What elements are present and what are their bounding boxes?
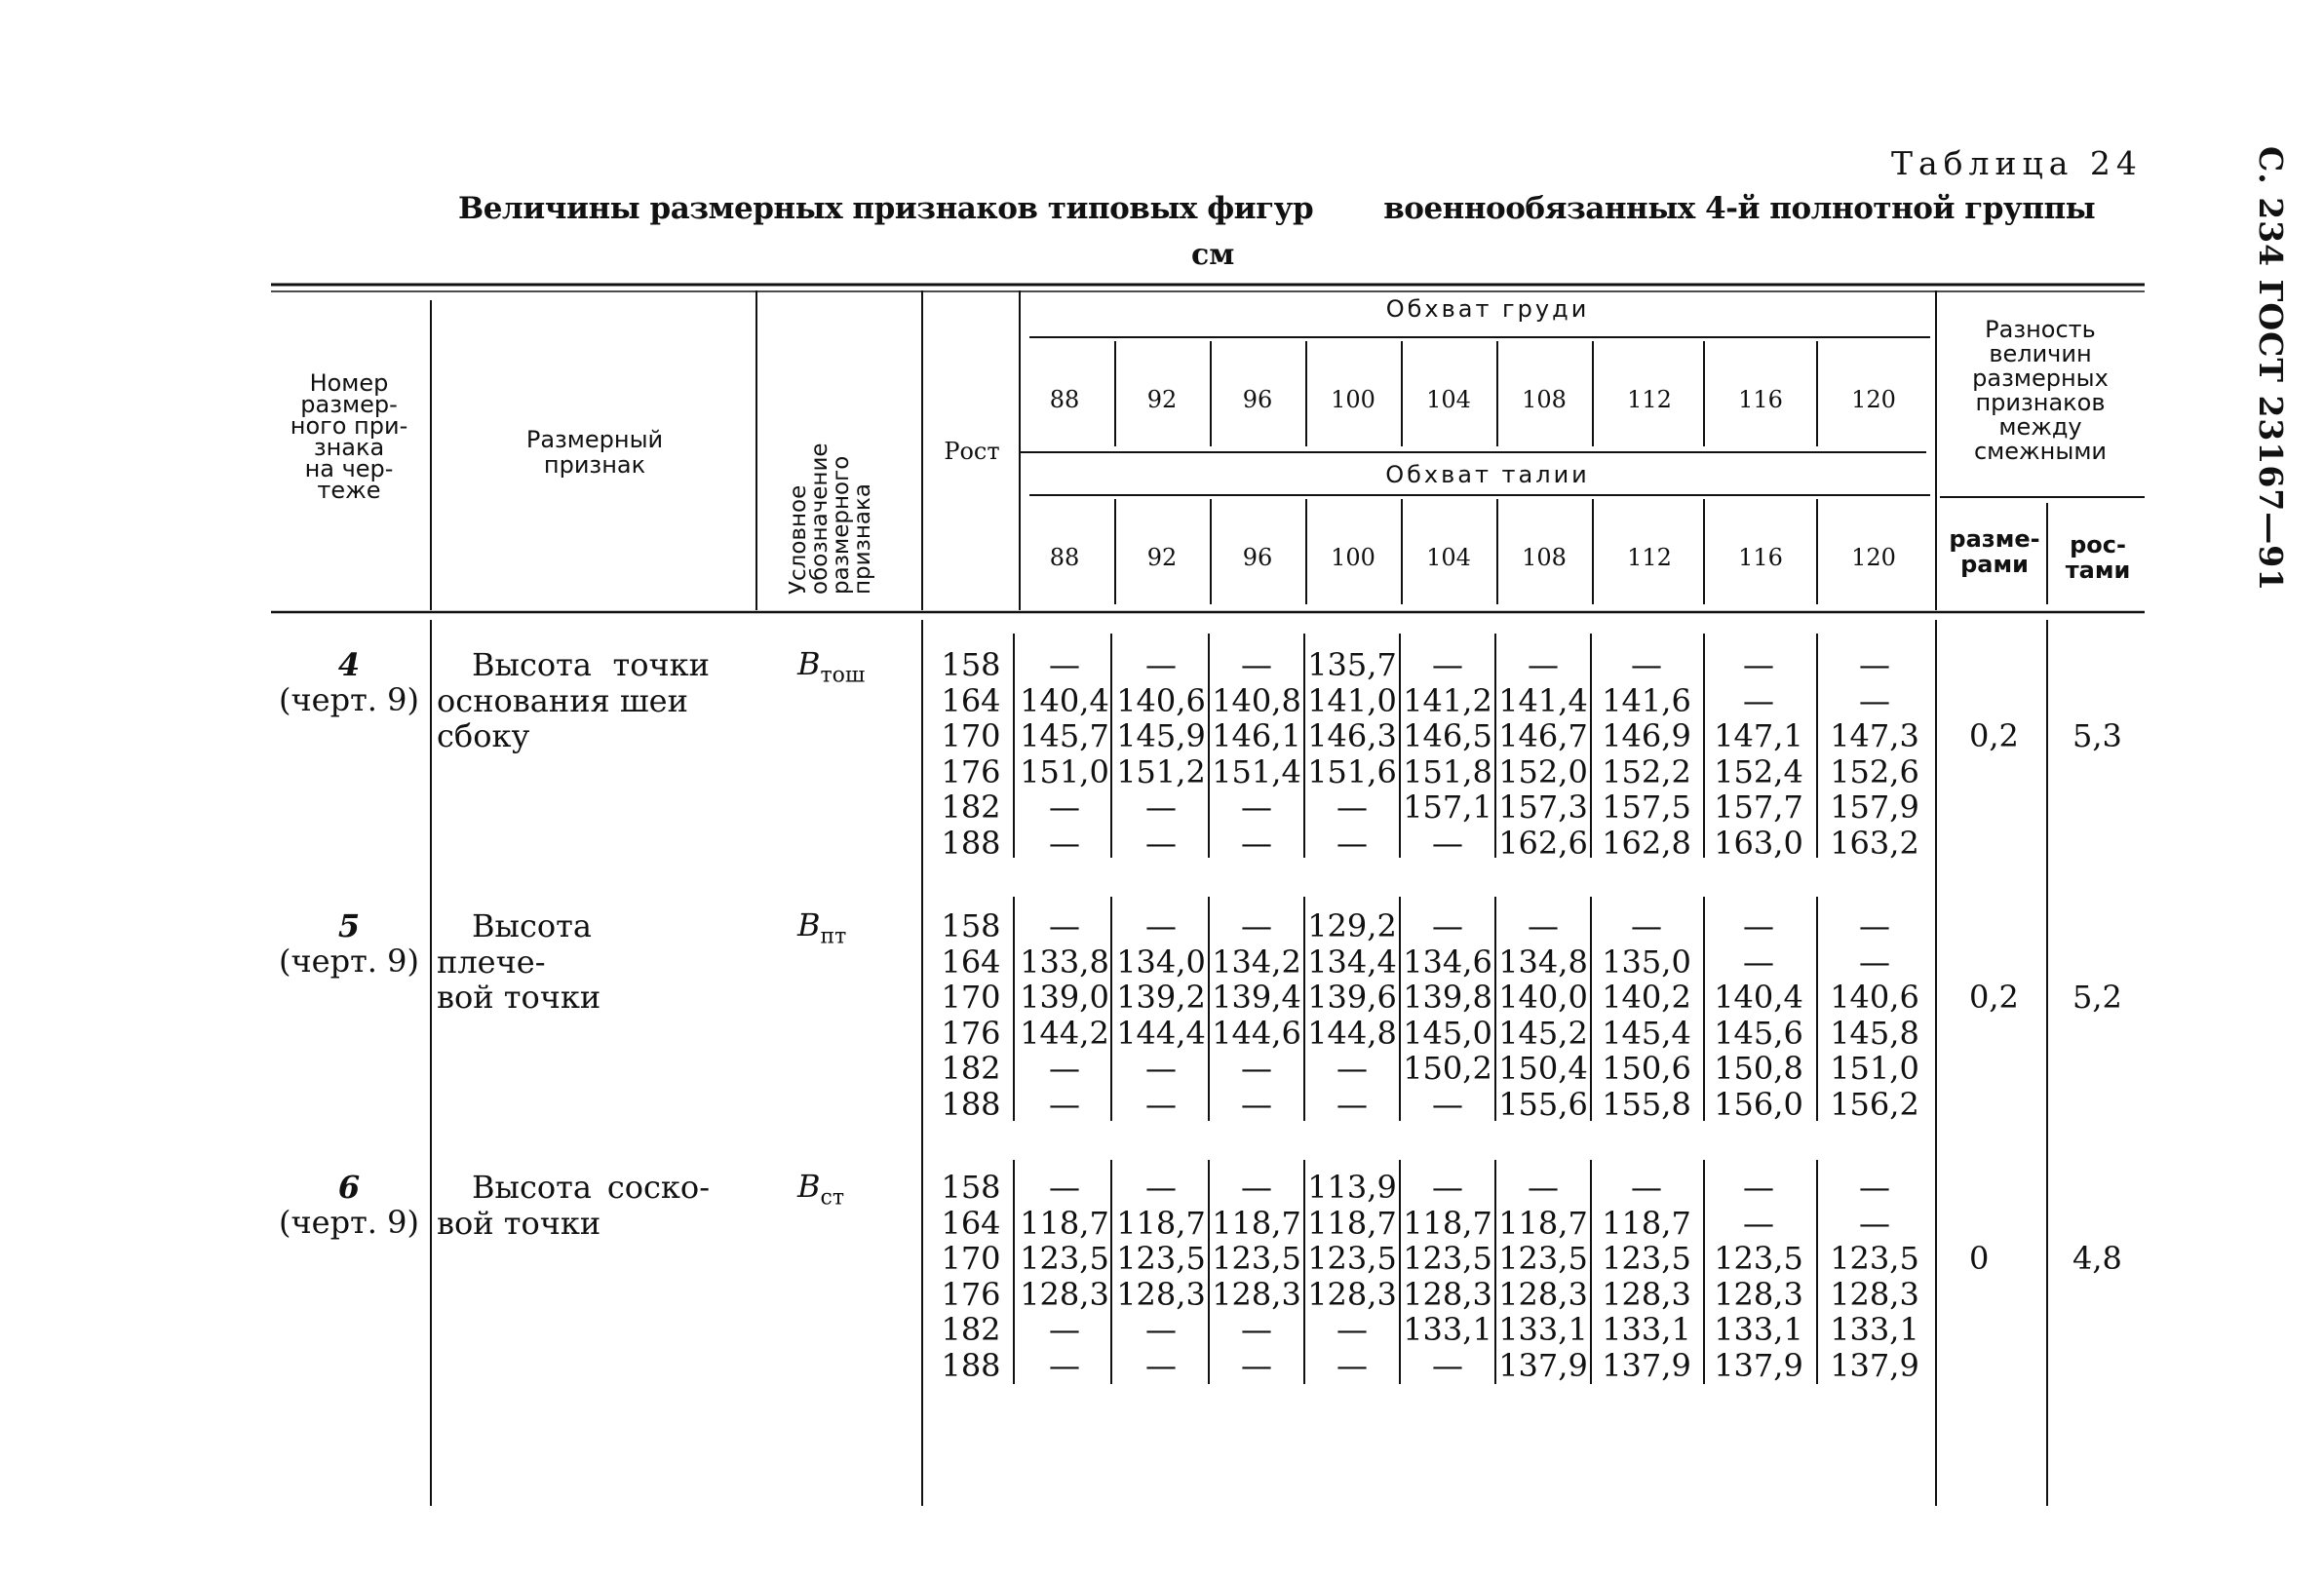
header-diff-line: между (1998, 413, 2082, 441)
header-number-line: теже (317, 477, 381, 504)
header-diff-line: размерных (1972, 365, 2109, 392)
header-symbol-line: признака (850, 483, 875, 595)
waist-value: 112 (1627, 544, 1672, 571)
value-cell: 163,2 (1830, 824, 1919, 862)
value-cell: 139,2 (1116, 979, 1206, 1016)
value-cell: 135,0 (1602, 943, 1691, 981)
value-cell: 139,6 (1307, 979, 1397, 1016)
header-feature-column (441, 427, 749, 478)
value-cell: 118,7 (1602, 1204, 1691, 1242)
value-cell: 128,3 (1403, 1275, 1492, 1313)
value-cell: 146,5 (1403, 717, 1492, 754)
feature-name-line: основания шеи (437, 681, 688, 719)
value-cell: — (1145, 907, 1177, 944)
header-number-line: размер- (300, 391, 398, 418)
value-cell: — (1241, 1346, 1272, 1384)
value-cell: 123,5 (1714, 1240, 1803, 1277)
diff-heights-value: 4,8 (2072, 1240, 2122, 1277)
value-cell: 146,3 (1307, 717, 1397, 754)
value-cell: 118,7 (1116, 1204, 1206, 1242)
value-cell: 137,9 (1830, 1346, 1919, 1384)
value-cell: 141,0 (1307, 681, 1397, 719)
header-number-line: ного при- (290, 412, 408, 440)
value-column (1817, 647, 1932, 861)
value-cell: — (1049, 1346, 1080, 1384)
value-cell: — (1432, 646, 1463, 683)
height-value: 170 (941, 1240, 1001, 1277)
value-cell: 139,8 (1403, 979, 1492, 1016)
value-cell: — (1859, 907, 1890, 944)
feature-name-line: вой точки (437, 1204, 601, 1242)
waist-value: 108 (1522, 544, 1567, 571)
value-cell: — (1145, 1085, 1177, 1123)
header-diff-line: признаков (1975, 389, 2106, 416)
value-cell: 113,9 (1307, 1169, 1397, 1206)
value-cell: — (1241, 1085, 1272, 1123)
table-label: Таблица 24 (1891, 144, 2143, 182)
value-cell: 128,3 (1212, 1275, 1301, 1313)
value-cell: 145,6 (1714, 1014, 1803, 1052)
value-cell: 140,6 (1116, 681, 1206, 719)
value-cell: 157,7 (1714, 789, 1803, 826)
height-value: 176 (941, 752, 1001, 790)
value-cell: 152,2 (1602, 752, 1691, 790)
header-number-column (275, 369, 423, 504)
value-cell: — (1241, 824, 1272, 862)
header-feature-line: признак (543, 451, 646, 479)
feature-name (437, 647, 710, 754)
value-column (1020, 908, 1109, 1122)
waist-value: 120 (1851, 544, 1896, 571)
value-cell: 134,2 (1212, 943, 1301, 981)
header-diff-heights-line: тами (2065, 557, 2131, 584)
chest-value: 104 (1426, 386, 1471, 413)
value-column (1020, 647, 1109, 861)
value-cell: — (1336, 1085, 1368, 1123)
value-cell: 128,3 (1116, 1275, 1206, 1313)
height-value: 188 (941, 824, 1001, 862)
value-cell: — (1743, 1169, 1774, 1206)
value-cell: 155,6 (1498, 1085, 1588, 1123)
value-cell: — (1631, 646, 1662, 683)
feature-name (437, 1170, 710, 1241)
feature-symbol-subscript: тош (820, 663, 866, 688)
value-cell: 123,5 (1020, 1240, 1109, 1277)
chest-value: 108 (1522, 386, 1567, 413)
header-diff-column (1940, 318, 2141, 464)
value-cell: — (1049, 824, 1080, 862)
diff-heights-value: 5,3 (2072, 717, 2122, 754)
value-cell: 128,3 (1602, 1275, 1691, 1313)
header-chest-label: Обхват груди (1385, 295, 1590, 323)
value-column (1593, 647, 1700, 861)
value-cell: 151,0 (1830, 1050, 1919, 1087)
value-cell: — (1859, 646, 1890, 683)
value-cell: 150,4 (1498, 1050, 1588, 1087)
value-cell: 150,6 (1602, 1050, 1691, 1087)
header-diff-heights-line: рос- (2070, 531, 2126, 558)
value-cell: 133,1 (1403, 1311, 1492, 1348)
feature-symbol-subscript: пт (820, 924, 847, 949)
value-cell: 152,6 (1830, 752, 1919, 790)
value-cell: 146,1 (1212, 717, 1301, 754)
value-column (1817, 1170, 1932, 1383)
waist-value: 88 (1049, 544, 1080, 571)
value-cell: — (1859, 943, 1890, 981)
diff-sizes-value: 0,2 (1969, 717, 2019, 754)
value-cell: 141,2 (1403, 681, 1492, 719)
value-column (1211, 908, 1302, 1122)
value-cell: — (1432, 1085, 1463, 1123)
value-cell: — (1145, 789, 1177, 826)
value-cell: 123,5 (1602, 1240, 1691, 1277)
chest-value: 88 (1049, 386, 1080, 413)
value-cell: 162,6 (1498, 824, 1588, 862)
value-cell: 140,8 (1212, 681, 1301, 719)
value-cell: 134,6 (1403, 943, 1492, 981)
value-cell: 140,0 (1498, 979, 1588, 1016)
height-value: 176 (941, 1275, 1001, 1313)
value-column (1817, 908, 1932, 1122)
value-cell: — (1743, 681, 1774, 719)
header-symbol-column (788, 419, 873, 595)
value-column (1306, 1170, 1398, 1383)
value-column (1402, 1170, 1493, 1383)
feature-symbol: $B_{тош}$ (797, 645, 866, 688)
height-value: 176 (941, 1014, 1001, 1052)
value-cell: 145,2 (1498, 1014, 1588, 1052)
value-cell: 162,8 (1602, 824, 1691, 862)
value-cell: 141,6 (1602, 681, 1691, 719)
value-cell: — (1049, 1050, 1080, 1087)
value-cell: — (1049, 907, 1080, 944)
chest-value: 120 (1851, 386, 1896, 413)
value-cell: — (1336, 1311, 1368, 1348)
value-cell: 134,8 (1498, 943, 1588, 981)
value-cell: 133,8 (1020, 943, 1109, 981)
value-cell: 133,1 (1498, 1311, 1588, 1348)
value-cell: — (1631, 1169, 1662, 1206)
feature-number-value: 4 (337, 646, 361, 683)
value-cell: 118,7 (1403, 1204, 1492, 1242)
value-cell: — (1145, 1050, 1177, 1087)
units-label: см (1191, 238, 1235, 272)
value-cell: 133,1 (1714, 1311, 1803, 1348)
height-value: 164 (941, 1204, 1001, 1242)
value-cell: 147,1 (1714, 717, 1803, 754)
feature-number-value: 6 (337, 1169, 361, 1206)
height-value: 182 (941, 1311, 1001, 1348)
header-symbol-line: обозначение (807, 443, 833, 595)
value-cell: — (1432, 1169, 1463, 1206)
chest-value: 100 (1331, 386, 1375, 413)
value-cell: 137,9 (1714, 1346, 1803, 1384)
value-column (1704, 1170, 1813, 1383)
value-cell: 134,0 (1116, 943, 1206, 981)
value-cell: 146,9 (1602, 717, 1691, 754)
height-value: 158 (941, 646, 1001, 683)
value-column (1497, 908, 1589, 1122)
value-cell: 145,7 (1020, 717, 1109, 754)
value-cell: — (1241, 1050, 1272, 1087)
height-value: 170 (941, 979, 1001, 1016)
value-cell: — (1336, 1346, 1368, 1384)
value-cell: 151,2 (1116, 752, 1206, 790)
value-cell: 137,9 (1602, 1346, 1691, 1384)
feature-number (271, 1170, 427, 1240)
title-right: военнообязанных 4-й полнотной группы (1383, 191, 2096, 226)
value-cell: 144,2 (1020, 1014, 1109, 1052)
value-cell: 137,9 (1498, 1346, 1588, 1384)
header-diff-heights (2051, 532, 2145, 583)
value-cell: 118,7 (1307, 1204, 1397, 1242)
value-cell: — (1241, 907, 1272, 944)
value-column (1211, 1170, 1302, 1383)
waist-value: 96 (1242, 544, 1273, 571)
value-column (1020, 1170, 1109, 1383)
value-cell: — (1049, 1085, 1080, 1123)
value-cell: 163,0 (1714, 824, 1803, 862)
value-cell: 140,4 (1020, 681, 1109, 719)
value-cell: — (1145, 1169, 1177, 1206)
value-cell: — (1528, 907, 1559, 944)
value-cell: 128,3 (1714, 1275, 1803, 1313)
page-side-label: С. 234 ГОСТ 23167—91 (2252, 146, 2290, 593)
waist-value: 104 (1426, 544, 1471, 571)
value-cell: 145,4 (1602, 1014, 1691, 1052)
value-cell: — (1528, 646, 1559, 683)
value-cell: 157,5 (1602, 789, 1691, 826)
height-value: 182 (941, 789, 1001, 826)
value-column (1402, 647, 1493, 861)
value-column (1115, 647, 1207, 861)
value-cell: 128,3 (1020, 1275, 1109, 1313)
feature-symbol: $B_{ст}$ (797, 1168, 845, 1211)
value-cell: 133,1 (1602, 1311, 1691, 1348)
value-cell: 151,8 (1403, 752, 1492, 790)
value-cell: — (1336, 824, 1368, 862)
value-column (1497, 1170, 1589, 1383)
value-cell: 123,5 (1498, 1240, 1588, 1277)
value-cell: 128,3 (1498, 1275, 1588, 1313)
value-cell: 151,4 (1212, 752, 1301, 790)
value-cell: 140,6 (1830, 979, 1919, 1016)
value-cell: — (1049, 1169, 1080, 1206)
feature-symbol-subscript: ст (820, 1185, 845, 1211)
feature-number (271, 908, 427, 979)
value-cell: 155,8 (1602, 1085, 1691, 1123)
value-cell: — (1743, 943, 1774, 981)
value-cell: 123,5 (1307, 1240, 1397, 1277)
waist-value: 100 (1331, 544, 1375, 571)
value-cell: — (1859, 1169, 1890, 1206)
value-cell: 152,4 (1714, 752, 1803, 790)
value-cell: — (1049, 1311, 1080, 1348)
value-column (1306, 908, 1398, 1122)
value-cell: 118,7 (1212, 1204, 1301, 1242)
feature-name-line: вой точки (437, 979, 601, 1016)
value-cell: 139,4 (1212, 979, 1301, 1016)
value-cell: — (1432, 1346, 1463, 1384)
feature-number (271, 647, 427, 717)
height-value: 170 (941, 717, 1001, 754)
header-symbol-line: Условное (786, 484, 811, 595)
value-cell: 157,3 (1498, 789, 1588, 826)
value-cell: 134,4 (1307, 943, 1397, 981)
value-cell: — (1145, 1346, 1177, 1384)
header-feature-line: Размерный (525, 426, 664, 453)
chest-value: 96 (1242, 386, 1273, 413)
feature-number-ref: (черт. 9) (279, 943, 419, 980)
header-number-line: Номер (309, 369, 389, 397)
value-cell: — (1528, 1169, 1559, 1206)
value-cell: 151,6 (1307, 752, 1397, 790)
height-value: 164 (941, 943, 1001, 981)
feature-name (437, 908, 710, 1016)
value-cell: 118,7 (1020, 1204, 1109, 1242)
value-column (1115, 1170, 1207, 1383)
height-value: 158 (941, 907, 1001, 944)
value-cell: 133,1 (1830, 1311, 1919, 1348)
feature-name-line: сбоку (437, 717, 530, 754)
value-cell: — (1145, 824, 1177, 862)
diff-sizes-value: 0,2 (1969, 979, 2019, 1016)
value-cell: 152,0 (1498, 752, 1588, 790)
value-cell: — (1241, 789, 1272, 826)
height-value: 158 (941, 1169, 1001, 1206)
value-cell: — (1336, 1050, 1368, 1087)
value-cell: — (1743, 907, 1774, 944)
value-cell: 156,0 (1714, 1085, 1803, 1123)
value-cell: — (1241, 1311, 1272, 1348)
value-cell: 141,4 (1498, 681, 1588, 719)
value-cell: 157,1 (1403, 789, 1492, 826)
diff-sizes-value: 0 (1969, 1240, 1990, 1277)
feature-number-ref: (черт. 9) (279, 681, 419, 718)
header-diff-line: смежными (1973, 438, 2108, 465)
header-diff-line: Разность (1985, 316, 2096, 343)
header-diff-sizes-line: рами (1960, 551, 2029, 578)
value-column (1593, 908, 1700, 1122)
value-cell: — (1743, 1204, 1774, 1242)
height-value: 188 (941, 1085, 1001, 1123)
value-column (1211, 647, 1302, 861)
value-cell: 123,5 (1212, 1240, 1301, 1277)
header-symbol-line: размерного (829, 455, 854, 595)
feature-name-line: Высота плече- (437, 907, 592, 981)
height-value: 164 (941, 681, 1001, 719)
value-column (1704, 908, 1813, 1122)
title-left: Величины размерных признаков типовых фигур (458, 191, 1314, 226)
value-cell: 144,4 (1116, 1014, 1206, 1052)
value-cell: 144,8 (1307, 1014, 1397, 1052)
value-cell: 129,2 (1307, 907, 1397, 944)
value-cell: — (1859, 681, 1890, 719)
value-cell: 157,9 (1830, 789, 1919, 826)
value-cell: 118,7 (1498, 1204, 1588, 1242)
value-cell: — (1241, 646, 1272, 683)
chest-value: 112 (1627, 386, 1672, 413)
value-cell: 123,5 (1116, 1240, 1206, 1277)
value-cell: — (1241, 1169, 1272, 1206)
value-cell: 156,2 (1830, 1085, 1919, 1123)
value-cell: 150,8 (1714, 1050, 1803, 1087)
value-cell: 123,5 (1830, 1240, 1919, 1277)
value-column (1306, 647, 1398, 861)
feature-symbol: $B_{пт}$ (797, 906, 847, 949)
value-cell: 144,6 (1212, 1014, 1301, 1052)
height-value: 182 (941, 1050, 1001, 1087)
value-cell: 145,0 (1403, 1014, 1492, 1052)
header-number-line: знака (313, 434, 385, 461)
value-cell: 151,0 (1020, 752, 1109, 790)
value-cell: — (1859, 1204, 1890, 1242)
chest-value: 92 (1146, 386, 1178, 413)
value-cell: 140,2 (1602, 979, 1691, 1016)
height-column (932, 1170, 1010, 1383)
value-cell: 145,9 (1116, 717, 1206, 754)
waist-value: 92 (1146, 544, 1178, 571)
header-diff-sizes-line: разме- (1949, 525, 2040, 553)
header-waist-label: Обхват талии (1385, 461, 1590, 488)
value-cell: — (1743, 646, 1774, 683)
value-cell: 140,4 (1714, 979, 1803, 1016)
value-cell: — (1145, 646, 1177, 683)
value-column (1593, 1170, 1700, 1383)
value-cell: 145,8 (1830, 1014, 1919, 1052)
value-cell: 128,3 (1830, 1275, 1919, 1313)
feature-number-ref: (черт. 9) (279, 1204, 419, 1241)
value-cell: 150,2 (1403, 1050, 1492, 1087)
value-cell: — (1432, 824, 1463, 862)
value-cell: — (1336, 789, 1368, 826)
value-cell: 123,5 (1403, 1240, 1492, 1277)
feature-name-line: Высота соско- (472, 1169, 710, 1206)
value-column (1497, 647, 1589, 861)
value-cell: — (1432, 907, 1463, 944)
header-number-line: на чер- (304, 455, 394, 482)
value-cell: — (1145, 1311, 1177, 1348)
diff-heights-value: 5,2 (2072, 979, 2122, 1016)
value-cell: 135,7 (1307, 646, 1397, 683)
feature-number-value: 5 (337, 907, 361, 944)
header-diff-line: величин (1989, 340, 2092, 367)
header-height-column: Рост (944, 438, 1000, 465)
value-cell: 128,3 (1307, 1275, 1397, 1313)
value-column (1704, 647, 1813, 861)
value-cell: — (1049, 789, 1080, 826)
header-diff-sizes (1944, 526, 2045, 577)
feature-name-line: Высота точки (472, 646, 710, 683)
value-column (1115, 908, 1207, 1122)
value-cell: — (1049, 646, 1080, 683)
value-cell: — (1631, 907, 1662, 944)
height-value: 188 (941, 1346, 1001, 1384)
value-column (1402, 908, 1493, 1122)
value-cell: 146,7 (1498, 717, 1588, 754)
value-cell: 147,3 (1830, 717, 1919, 754)
waist-value: 116 (1738, 544, 1783, 571)
height-column (932, 647, 1010, 861)
height-column (932, 908, 1010, 1122)
chest-value: 116 (1738, 386, 1783, 413)
value-cell: 139,0 (1020, 979, 1109, 1016)
